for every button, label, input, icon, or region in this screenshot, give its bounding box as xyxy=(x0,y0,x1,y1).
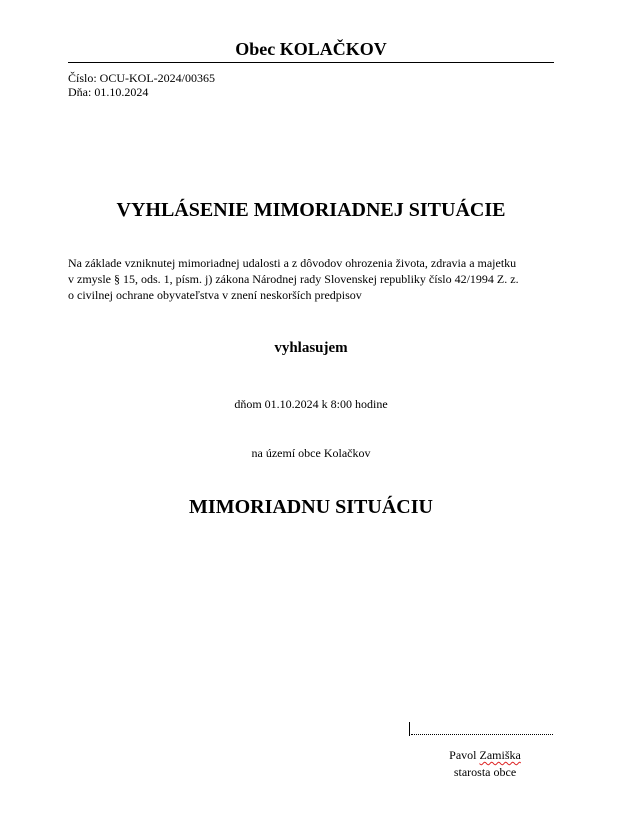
signatory-name xyxy=(412,748,558,763)
intro-line: Na základe vzniknutej mimoriadnej udalosti a z dôvodov ohrozenia života, zdravia a majetku xyxy=(68,256,517,270)
intro-line: v zmysle § 15, ods. 1, písm. j) zákona Národnej rady Slovenskej republiky číslo 42/1994 Z. z. xyxy=(68,272,519,286)
effective-date: dňom 01.10.2024 k 8:00 hodine xyxy=(234,397,388,411)
document-date: Dňa: 01.10.2024 xyxy=(68,85,149,99)
text-cursor xyxy=(409,722,410,736)
signatory-last-name: Zamiška xyxy=(479,748,521,762)
situation-heading: MIMORIADNU SITUÁCIU xyxy=(189,496,433,518)
municipality-title: Obec KOLAČKOV xyxy=(235,39,387,59)
signatory-first-name: Pavol xyxy=(449,748,477,762)
intro-line: o civilnej ochrane obyvateľstva v znení neskorších predpisov xyxy=(68,288,362,302)
signature-line xyxy=(411,734,553,735)
header-divider xyxy=(68,62,554,63)
document-title: VYHLÁSENIE MIMORIADNEJ SITUÁCIE xyxy=(116,199,506,221)
document-meta xyxy=(68,71,215,99)
signatory-role: starosta obce xyxy=(453,765,517,779)
declare-heading: vyhlasujem xyxy=(274,340,348,356)
territory-line: na území obce Kolačkov xyxy=(251,446,371,460)
reference-number: Číslo: OCU-KOL-2024/00365 xyxy=(68,71,215,85)
intro-paragraph xyxy=(68,255,554,303)
